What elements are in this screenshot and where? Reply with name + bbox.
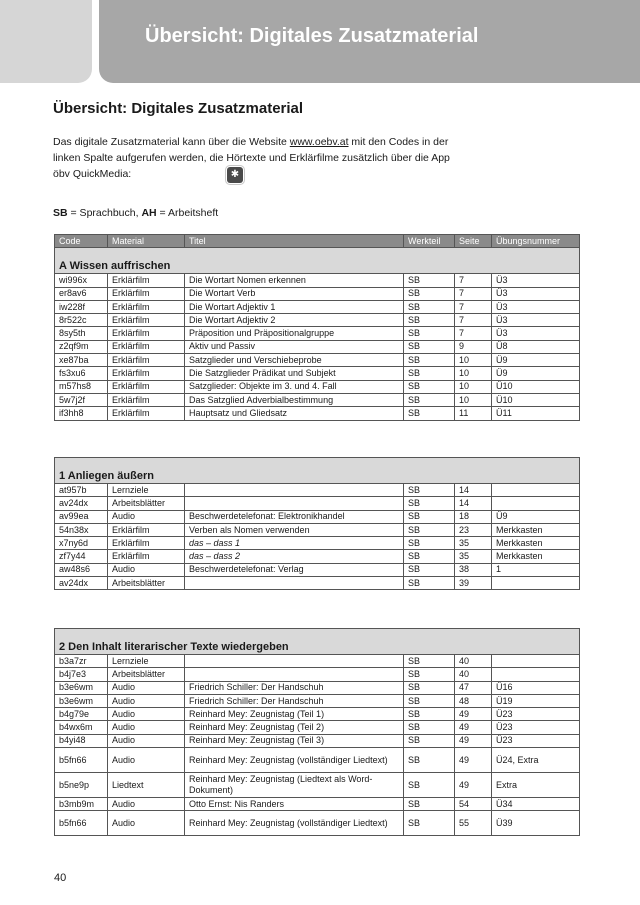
table-anliegen-aeussern xyxy=(54,457,580,590)
section-title: 1 Anliegen äußern xyxy=(55,458,580,484)
cell-werkteil: SB xyxy=(404,523,455,536)
table-row xyxy=(55,380,580,393)
table-row xyxy=(55,811,580,836)
cell-titel: das – dass 1 xyxy=(185,537,404,550)
cell-material: Erklärfilm xyxy=(108,393,185,406)
cell-code: b5fn66 xyxy=(55,811,108,836)
cell-titel: Hauptsatz und Gliedsatz xyxy=(185,407,404,420)
cell-uebung: Ü23 xyxy=(492,721,580,734)
column-header-werkteil: Werkteil xyxy=(404,235,455,248)
table-row xyxy=(55,300,580,313)
cell-uebung: Ü34 xyxy=(492,798,580,811)
cell-seite: 7 xyxy=(455,327,492,340)
cell-uebung: Merkkasten xyxy=(492,537,580,550)
cell-uebung xyxy=(492,668,580,681)
table-row xyxy=(55,721,580,734)
table-row xyxy=(55,327,580,340)
cell-titel: Satzglieder und Verschiebeprobe xyxy=(185,354,404,367)
cell-titel xyxy=(185,484,404,497)
cell-werkteil: SB xyxy=(404,354,455,367)
legend-sb-abbr: SB xyxy=(53,207,68,219)
table-row xyxy=(55,734,580,747)
cell-titel: das – dass 2 xyxy=(185,550,404,563)
cell-material: Audio xyxy=(108,811,185,836)
cell-material: Erklärfilm xyxy=(108,314,185,327)
cell-werkteil: SB xyxy=(404,510,455,523)
cell-uebung: Ü3 xyxy=(492,287,580,300)
cell-uebung: Ü19 xyxy=(492,694,580,707)
cell-material: Erklärfilm xyxy=(108,523,185,536)
cell-uebung xyxy=(492,655,580,668)
cell-werkteil: SB xyxy=(404,748,455,773)
cell-seite: 49 xyxy=(455,748,492,773)
cell-code: 5w7j2f xyxy=(55,393,108,406)
table-literarische-texte xyxy=(54,628,580,836)
cell-titel: Das Satzglied Adverbialbestimmung xyxy=(185,393,404,406)
cell-werkteil: SB xyxy=(404,407,455,420)
cell-seite: 40 xyxy=(455,655,492,668)
cell-werkteil: SB xyxy=(404,537,455,550)
cell-code: iw228f xyxy=(55,300,108,313)
table-row xyxy=(55,497,580,510)
cell-werkteil: SB xyxy=(404,380,455,393)
table-row xyxy=(55,393,580,406)
page-title: Übersicht: Digitales Zusatzmaterial xyxy=(53,100,304,117)
cell-code: av99ea xyxy=(55,510,108,523)
table-wissen-auffrischen xyxy=(54,234,580,421)
table-row xyxy=(55,340,580,353)
cell-material: Erklärfilm xyxy=(108,354,185,367)
cell-seite: 23 xyxy=(455,523,492,536)
cell-seite: 14 xyxy=(455,484,492,497)
section-header xyxy=(55,248,580,274)
table-row xyxy=(55,668,580,681)
cell-material: Audio xyxy=(108,510,185,523)
table-row xyxy=(55,314,580,327)
legend-ah-abbr: AH xyxy=(141,207,157,219)
cell-code: zf7y44 xyxy=(55,550,108,563)
table-row xyxy=(55,510,580,523)
legend-ah-text: = Arbeitsheft xyxy=(156,207,219,219)
cell-material: Lernziele xyxy=(108,484,185,497)
cell-titel: Friedrich Schiller: Der Handschuh xyxy=(185,694,404,707)
cell-titel: Aktiv und Passiv xyxy=(185,340,404,353)
section-title: 2 Den Inhalt literarischer Texte wiedergeben xyxy=(55,629,580,655)
cell-seite: 10 xyxy=(455,393,492,406)
cell-werkteil: SB xyxy=(404,577,455,590)
cell-werkteil: SB xyxy=(404,721,455,734)
cell-code: wi996x xyxy=(55,274,108,287)
cell-material: Lernziele xyxy=(108,655,185,668)
cell-material: Erklärfilm xyxy=(108,380,185,393)
cell-seite: 40 xyxy=(455,668,492,681)
cell-material: Audio xyxy=(108,563,185,576)
table-row xyxy=(55,367,580,380)
cell-seite: 9 xyxy=(455,340,492,353)
cell-uebung: Ü3 xyxy=(492,300,580,313)
cell-seite: 14 xyxy=(455,497,492,510)
cell-uebung xyxy=(492,484,580,497)
table-row xyxy=(55,694,580,707)
table-row xyxy=(55,550,580,563)
cell-titel: Präposition und Präpositionalgruppe xyxy=(185,327,404,340)
cell-seite: 47 xyxy=(455,681,492,694)
cell-titel: Die Wortart Adjektiv 1 xyxy=(185,300,404,313)
cell-seite: 48 xyxy=(455,694,492,707)
cell-code: b4yi48 xyxy=(55,734,108,747)
cell-seite: 49 xyxy=(455,708,492,721)
cell-uebung xyxy=(492,497,580,510)
cell-uebung: Ü24, Extra xyxy=(492,748,580,773)
cell-code: b4j7e3 xyxy=(55,668,108,681)
cell-seite: 49 xyxy=(455,734,492,747)
cell-werkteil: SB xyxy=(404,340,455,353)
column-header-titel: Titel xyxy=(185,235,404,248)
cell-titel: Die Wortart Adjektiv 2 xyxy=(185,314,404,327)
column-header-code: Code xyxy=(55,235,108,248)
cell-titel: Die Wortart Nomen erkennen xyxy=(185,274,404,287)
website-link[interactable]: www.oebv.at xyxy=(289,136,349,148)
cell-material: Audio xyxy=(108,694,185,707)
cell-code: at957b xyxy=(55,484,108,497)
cell-code: if3hh8 xyxy=(55,407,108,420)
cell-code: b3mb9m xyxy=(55,798,108,811)
table-row xyxy=(55,681,580,694)
cell-werkteil: SB xyxy=(404,484,455,497)
abbreviation-legend xyxy=(53,207,218,219)
cell-werkteil: SB xyxy=(404,798,455,811)
cell-material: Audio xyxy=(108,721,185,734)
cell-uebung: 1 xyxy=(492,563,580,576)
column-header-uebung: Übungsnummer xyxy=(492,235,580,248)
cell-material: Audio xyxy=(108,734,185,747)
cell-material: Arbeitsblätter xyxy=(108,577,185,590)
intro-paragraph xyxy=(53,134,453,182)
cell-werkteil: SB xyxy=(404,694,455,707)
column-header-material: Material xyxy=(108,235,185,248)
cell-seite: 11 xyxy=(455,407,492,420)
cell-werkteil: SB xyxy=(404,274,455,287)
cell-uebung: Ü39 xyxy=(492,811,580,836)
cell-uebung: Ü11 xyxy=(492,407,580,420)
cell-uebung: Ü23 xyxy=(492,734,580,747)
cell-seite: 39 xyxy=(455,577,492,590)
cell-werkteil: SB xyxy=(404,734,455,747)
cell-uebung: Ü9 xyxy=(492,354,580,367)
cell-material: Arbeitsblätter xyxy=(108,668,185,681)
section-header xyxy=(55,629,580,655)
table-row xyxy=(55,655,580,668)
cell-titel xyxy=(185,655,404,668)
cell-titel: Beschwerdetelefonat: Verlag xyxy=(185,563,404,576)
cell-titel: Die Wortart Verb xyxy=(185,287,404,300)
cell-uebung: Ü9 xyxy=(492,367,580,380)
cell-titel: Friedrich Schiller: Der Handschuh xyxy=(185,681,404,694)
table-row xyxy=(55,748,580,773)
table-row xyxy=(55,523,580,536)
intro-text-2: mit den Codes in der linken Spalte aufgerufen werden, die Hörtexte und Erklärfilme zusätzlich über die App öbv QuickMedia: xyxy=(53,136,450,180)
cell-material: Erklärfilm xyxy=(108,340,185,353)
cell-titel: Otto Ernst: Nis Randers xyxy=(185,798,404,811)
cell-uebung: Merkkasten xyxy=(492,523,580,536)
cell-code: 8sy5th xyxy=(55,327,108,340)
cell-werkteil: SB xyxy=(404,367,455,380)
table-row xyxy=(55,773,580,798)
cell-uebung: Ü8 xyxy=(492,340,580,353)
cell-seite: 10 xyxy=(455,380,492,393)
cell-code: b5ne9p xyxy=(55,773,108,798)
cell-titel: Reinhard Mey: Zeugnistag (Teil 1) xyxy=(185,708,404,721)
header-banner-left xyxy=(0,0,92,83)
cell-titel: Satzglieder: Objekte im 3. und 4. Fall xyxy=(185,380,404,393)
cell-werkteil: SB xyxy=(404,681,455,694)
cell-werkteil: SB xyxy=(404,668,455,681)
cell-code: 54n38x xyxy=(55,523,108,536)
table-row xyxy=(55,274,580,287)
cell-titel: Reinhard Mey: Zeugnistag (Teil 3) xyxy=(185,734,404,747)
cell-titel xyxy=(185,497,404,510)
banner-title: Übersicht: Digitales Zusatzmaterial xyxy=(145,25,479,47)
cell-uebung: Merkkasten xyxy=(492,550,580,563)
table-row xyxy=(55,484,580,497)
cell-werkteil: SB xyxy=(404,287,455,300)
cell-code: b4g79e xyxy=(55,708,108,721)
cell-code: xe87ba xyxy=(55,354,108,367)
cell-seite: 18 xyxy=(455,510,492,523)
cell-code: m57hs8 xyxy=(55,380,108,393)
cell-material: Erklärfilm xyxy=(108,367,185,380)
cell-titel: Reinhard Mey: Zeugnistag (vollständiger Liedtext) xyxy=(185,748,404,773)
cell-code: aw48s6 xyxy=(55,563,108,576)
cell-titel xyxy=(185,577,404,590)
cell-code: b3e6wm xyxy=(55,694,108,707)
cell-code: av24dx xyxy=(55,497,108,510)
cell-titel: Beschwerdetelefonat: Elektronikhandel xyxy=(185,510,404,523)
cell-titel xyxy=(185,668,404,681)
cell-seite: 49 xyxy=(455,721,492,734)
cell-code: 8r522c xyxy=(55,314,108,327)
cell-code: b3e6wm xyxy=(55,681,108,694)
cell-material: Arbeitsblätter xyxy=(108,497,185,510)
cell-uebung: Ü16 xyxy=(492,681,580,694)
cell-material: Erklärfilm xyxy=(108,537,185,550)
header-banner xyxy=(99,0,640,83)
cell-werkteil: SB xyxy=(404,563,455,576)
cell-titel: Die Satzglieder Prädikat und Subjekt xyxy=(185,367,404,380)
cell-seite: 7 xyxy=(455,287,492,300)
cell-seite: 7 xyxy=(455,274,492,287)
cell-material: Liedtext xyxy=(108,773,185,798)
cell-code: z2qf9m xyxy=(55,340,108,353)
table-header-row xyxy=(55,235,580,248)
page-number: 40 xyxy=(54,872,67,884)
cell-seite: 10 xyxy=(455,354,492,367)
section-title: A Wissen auffrischen xyxy=(55,248,580,274)
cell-code: b5fn66 xyxy=(55,748,108,773)
cell-seite: 35 xyxy=(455,537,492,550)
cell-material: Audio xyxy=(108,708,185,721)
cell-seite: 49 xyxy=(455,773,492,798)
column-header-seite: Seite xyxy=(455,235,492,248)
cell-code: b3a7zr xyxy=(55,655,108,668)
cell-material: Erklärfilm xyxy=(108,274,185,287)
table-row xyxy=(55,537,580,550)
cell-seite: 7 xyxy=(455,314,492,327)
cell-seite: 54 xyxy=(455,798,492,811)
cell-titel: Reinhard Mey: Zeugnistag (vollständiger Liedtext) xyxy=(185,811,404,836)
table-row xyxy=(55,708,580,721)
cell-uebung: Ü3 xyxy=(492,314,580,327)
cell-uebung: Extra xyxy=(492,773,580,798)
cell-werkteil: SB xyxy=(404,773,455,798)
cell-uebung: Ü3 xyxy=(492,274,580,287)
cell-uebung: Ü9 xyxy=(492,510,580,523)
table-row xyxy=(55,287,580,300)
cell-titel: Reinhard Mey: Zeugnistag (Liedtext als Word-Dokument) xyxy=(185,773,404,798)
intro-text-1: Das digitale Zusatzmaterial kann über die Website xyxy=(53,136,290,148)
cell-werkteil: SB xyxy=(404,314,455,327)
cell-material: Erklärfilm xyxy=(108,287,185,300)
cell-code: fs3xu6 xyxy=(55,367,108,380)
section-header xyxy=(55,458,580,484)
cell-seite: 10 xyxy=(455,367,492,380)
cell-werkteil: SB xyxy=(404,708,455,721)
cell-seite: 7 xyxy=(455,300,492,313)
cell-code: x7ny6d xyxy=(55,537,108,550)
cell-seite: 38 xyxy=(455,563,492,576)
cell-seite: 35 xyxy=(455,550,492,563)
cell-werkteil: SB xyxy=(404,655,455,668)
table-row xyxy=(55,577,580,590)
cell-material: Audio xyxy=(108,681,185,694)
cell-code: av24dx xyxy=(55,577,108,590)
cell-uebung xyxy=(492,577,580,590)
cell-uebung: Ü3 xyxy=(492,327,580,340)
cell-titel: Reinhard Mey: Zeugnistag (Teil 2) xyxy=(185,721,404,734)
cell-material: Audio xyxy=(108,748,185,773)
cell-werkteil: SB xyxy=(404,300,455,313)
cell-uebung: Ü10 xyxy=(492,380,580,393)
cell-titel: Verben als Nomen verwenden xyxy=(185,523,404,536)
quickmedia-app-icon: ✱ xyxy=(227,167,243,183)
cell-material: Erklärfilm xyxy=(108,300,185,313)
cell-werkteil: SB xyxy=(404,550,455,563)
cell-seite: 55 xyxy=(455,811,492,836)
table-row xyxy=(55,563,580,576)
cell-uebung: Ü23 xyxy=(492,708,580,721)
cell-uebung: Ü10 xyxy=(492,393,580,406)
table-row xyxy=(55,798,580,811)
table-row xyxy=(55,354,580,367)
cell-material: Erklärfilm xyxy=(108,550,185,563)
cell-werkteil: SB xyxy=(404,497,455,510)
cell-werkteil: SB xyxy=(404,327,455,340)
cell-material: Erklärfilm xyxy=(108,327,185,340)
cell-werkteil: SB xyxy=(404,811,455,836)
cell-werkteil: SB xyxy=(404,393,455,406)
legend-sb-text: = Sprachbuch, xyxy=(67,207,142,219)
cell-material: Audio xyxy=(108,798,185,811)
cell-code: er8av6 xyxy=(55,287,108,300)
cell-material: Erklärfilm xyxy=(108,407,185,420)
cell-code: b4wx6m xyxy=(55,721,108,734)
table-row xyxy=(55,407,580,420)
